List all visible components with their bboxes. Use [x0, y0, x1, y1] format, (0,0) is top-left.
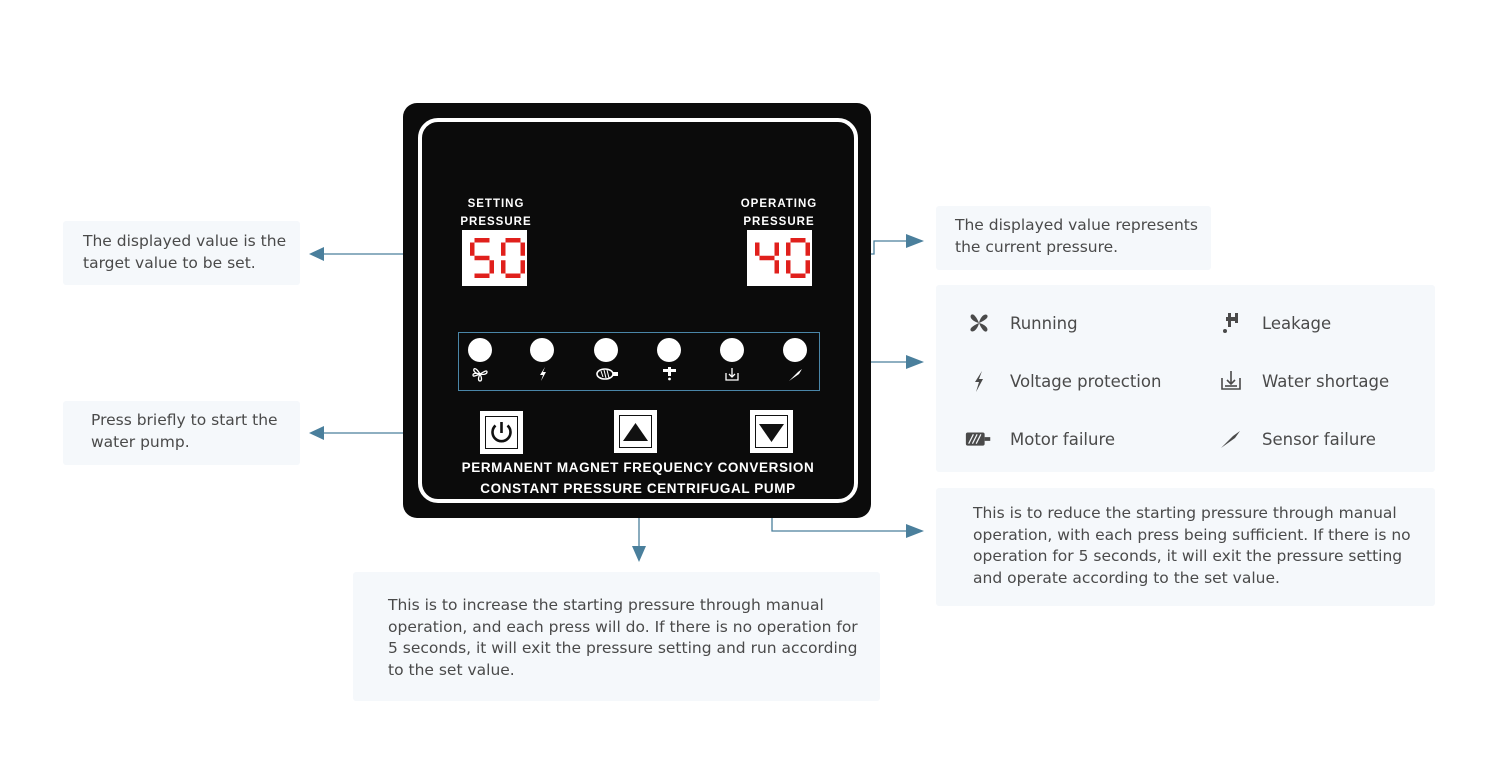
- digit-segment: [470, 243, 475, 256]
- arrow-left-power: [309, 426, 324, 440]
- pump-name-line2: CONSTANT PRESSURE CENTRIFUGAL PUMP: [480, 481, 796, 496]
- legend-item-running: [964, 311, 1078, 335]
- operating-pressure-digits: [747, 230, 812, 286]
- power-button[interactable]: [480, 411, 523, 454]
- legend-item-leakage: [1216, 311, 1331, 335]
- setting-pressure-callout: [63, 221, 300, 285]
- lightning-icon: [533, 366, 553, 382]
- callout-line: 5 seconds, it will exit the pressure setting and run according: [388, 639, 858, 657]
- down-button[interactable]: [750, 410, 793, 453]
- digit-segment: [521, 243, 526, 256]
- digit-segment: [791, 238, 806, 243]
- callout-line: operation, with each press being sufficient. If there is no: [973, 525, 1411, 544]
- sensor-icon: [1218, 426, 1244, 452]
- legend-item-sensor: [1216, 427, 1376, 451]
- legend-item-water-shortage: [1216, 369, 1389, 393]
- digit-segment: [806, 260, 811, 273]
- leak-icon: [1218, 310, 1244, 336]
- voltage-indicator-light: [530, 338, 554, 362]
- lightning-icon: [966, 368, 992, 394]
- legend-label: Voltage protection: [1010, 371, 1162, 391]
- arrow-down-up: [632, 546, 646, 562]
- operating-label-line1: OPERATING: [740, 198, 818, 210]
- pump-name-line1: PERMANENT MAGNET FREQUENCY CONVERSION: [461, 460, 815, 475]
- digit-segment: [791, 274, 806, 279]
- digit-segment: [521, 260, 526, 273]
- triangle-down-icon: [752, 412, 791, 451]
- sensor-indicator-light: [783, 338, 807, 362]
- triangle-up-icon: [616, 412, 655, 451]
- callout-line: water pump.: [91, 432, 190, 451]
- legend-label: Motor failure: [1010, 429, 1116, 449]
- callout-line: This is to increase the starting pressure through manual: [388, 596, 824, 614]
- digit-segment: [490, 260, 495, 273]
- digit-segment: [501, 260, 506, 273]
- indicator-frame: [458, 332, 820, 391]
- digit-segment: [501, 243, 506, 256]
- operating-pressure-label: [729, 195, 829, 231]
- callout-line: operation, and each press will do. If there is no operation for: [388, 617, 858, 636]
- water-shortage-indicator-light: [720, 338, 744, 362]
- callout-line: The displayed value is the: [83, 232, 287, 250]
- digit-segment: [475, 238, 490, 243]
- power-icon: [482, 413, 521, 452]
- digit-segment: [786, 260, 791, 273]
- callout-line: Press briefly to start the: [91, 411, 278, 429]
- legend-label: Leakage: [1262, 313, 1332, 333]
- arrow-right-down: [906, 524, 924, 538]
- down-button-callout: [936, 488, 1435, 606]
- running-indicator-light: [468, 338, 492, 362]
- digit-segment: [506, 274, 521, 279]
- legend-label: Water shortage: [1262, 371, 1390, 391]
- digit-segment: [760, 256, 775, 261]
- leakage-indicator-light: [657, 338, 681, 362]
- motor-icon: [594, 366, 620, 382]
- leak-icon: [659, 366, 679, 382]
- water-shortage-icon: [722, 366, 742, 382]
- digit-segment: [506, 238, 521, 243]
- callout-line: the current pressure.: [955, 237, 1119, 256]
- digit-segment: [775, 243, 780, 256]
- sensor-icon: [786, 366, 806, 382]
- callout-line: This is to reduce the starting pressure through manual: [973, 504, 1397, 522]
- indicator-legend: [936, 285, 1435, 472]
- up-button[interactable]: [614, 410, 657, 453]
- water-shortage-icon: [1218, 368, 1244, 394]
- callout-line: The displayed value represents: [955, 216, 1198, 234]
- callout-line: to the set value.: [388, 660, 515, 679]
- arrow-right-operating: [906, 234, 924, 248]
- operating-label-line2: PRESSURE: [743, 216, 815, 228]
- digit-segment: [755, 243, 760, 256]
- arrow-right-legend: [906, 355, 924, 369]
- legend-label: Running: [1010, 313, 1078, 333]
- up-button-callout: [353, 572, 880, 701]
- setting-label-line1: SETTING: [467, 198, 525, 210]
- operating-pressure-callout: [936, 206, 1211, 270]
- fan-icon: [966, 310, 992, 336]
- setting-pressure-display: [462, 230, 527, 286]
- legend-item-motor: [964, 427, 1115, 451]
- setting-pressure-digits: [462, 230, 527, 286]
- digit-segment: [475, 256, 490, 261]
- motor-icon: [964, 427, 994, 451]
- callout-line: and operate according to the set value.: [973, 568, 1280, 587]
- arrow-left-setting: [309, 247, 324, 261]
- digit-segment: [786, 243, 791, 256]
- legend-label: Sensor failure: [1262, 429, 1376, 449]
- digit-segment: [806, 243, 811, 256]
- motor-indicator-light: [594, 338, 618, 362]
- setting-label-line2: PRESSURE: [460, 216, 532, 228]
- legend-item-voltage: [964, 369, 1161, 393]
- digit-segment: [775, 260, 780, 273]
- digit-segment: [475, 274, 490, 279]
- callout-line: target value to be set.: [83, 253, 256, 272]
- power-button-callout: [63, 401, 300, 465]
- setting-pressure-label: [446, 195, 546, 231]
- fan-icon: [470, 366, 490, 382]
- callout-line: operation for 5 seconds, it will exit the pressure setting: [973, 547, 1403, 565]
- operating-pressure-display: [747, 230, 812, 286]
